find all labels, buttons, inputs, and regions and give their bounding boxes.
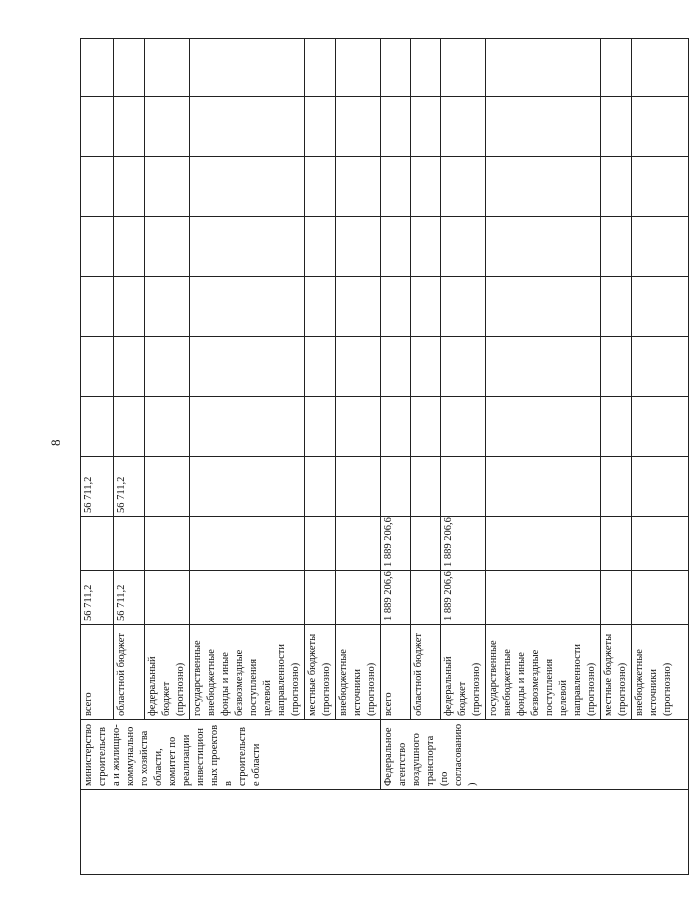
value-cell [336,571,381,625]
value-cell [336,157,381,217]
value-cell [305,217,336,277]
value-cell [336,277,381,337]
source-cell: внебюджетные источники (прогнозно) [632,625,689,720]
source-cell: федеральный бюджет (прогнозно) [145,625,190,720]
value-cell [190,97,305,157]
value-cell [411,337,441,397]
value-cell [114,337,145,397]
value-cell [411,517,441,571]
value-cell [601,39,632,97]
value-cell [114,277,145,337]
source-cell: местные бюджеты (прогнозно) [601,625,632,720]
value-cell [601,277,632,337]
value-cell [145,277,190,337]
value-cell [190,337,305,397]
value-cell [486,571,601,625]
value-cell [336,217,381,277]
value-cell [411,217,441,277]
table-cell [81,790,689,875]
value-cell [486,397,601,457]
value-cell [305,457,336,517]
value-cell [145,97,190,157]
value-cell [305,277,336,337]
value-cell [381,39,411,97]
table-row [81,39,114,875]
value-cell [381,97,411,157]
value-cell [441,217,486,277]
value-cell [486,97,601,157]
value-cell [381,277,411,337]
value-cell [81,517,114,571]
value-cell [632,39,689,97]
source-cell: федеральный бюджет (прогнозно) [441,625,486,720]
value-cell [486,39,601,97]
value-cell [441,97,486,157]
value-cell [190,397,305,457]
value-cell [81,39,114,97]
value-cell [486,337,601,397]
value-cell [632,277,689,337]
value-cell [486,517,601,571]
value-cell [601,517,632,571]
executor-cell: министерство строительства и жилищно-коммунального хозяйства области, комитет по реализации инвестиционных проектов в строительстве области [81,720,381,790]
value-cell [190,39,305,97]
source-cell: областной бюджет [114,625,145,720]
value-cell [632,157,689,217]
value-cell [411,157,441,217]
value-cell [411,397,441,457]
value-cell [441,397,486,457]
source-cell: государственные внебюджетные фонды и иные безвозмездные поступления целевой направленности (прогнозно) [486,625,601,720]
value-cell [632,337,689,397]
value-cell [81,337,114,397]
value-cell [145,337,190,397]
source-cell: всего [381,625,411,720]
value-cell [145,517,190,571]
table-row [381,39,411,875]
value-cell [411,457,441,517]
value-cell [81,397,114,457]
source-cell: всего [81,625,114,720]
value-cell: 1 889 206,6 [381,517,411,571]
value-cell [145,157,190,217]
executor-cell: Федеральное агентство воздушного транспорта (по согласованию) [381,720,689,790]
value-cell [381,337,411,397]
value-cell [632,97,689,157]
source-cell: местные бюджеты (прогнозно) [305,625,336,720]
value-cell [145,39,190,97]
value-cell [190,571,305,625]
value-cell [305,337,336,397]
value-cell [486,157,601,217]
value-cell [601,217,632,277]
value-cell [305,397,336,457]
value-cell [81,217,114,277]
value-cell: 1 889 206,6 [381,571,411,625]
value-cell [411,97,441,157]
value-cell [441,337,486,397]
value-cell [411,571,441,625]
value-cell: 1 889 206,6 [441,571,486,625]
value-cell [601,337,632,397]
value-cell [190,457,305,517]
value-cell: 56 711,2 [81,457,114,517]
value-cell [305,571,336,625]
value-cell [632,571,689,625]
source-cell: внебюджетные источники (прогнозно) [336,625,381,720]
value-cell [145,571,190,625]
value-cell [601,97,632,157]
value-cell [305,517,336,571]
value-cell [81,97,114,157]
value-cell [601,457,632,517]
value-cell [441,277,486,337]
value-cell [305,97,336,157]
value-cell [145,397,190,457]
value-cell [601,397,632,457]
value-cell [441,39,486,97]
source-cell: областной бюджет [411,625,441,720]
funding-table [80,38,689,875]
value-cell [114,217,145,277]
value-cell [632,397,689,457]
value-cell [114,157,145,217]
value-cell [381,157,411,217]
value-cell [190,517,305,571]
value-cell [114,517,145,571]
value-cell [114,397,145,457]
page-number: 8 [48,439,63,446]
value-cell [486,457,601,517]
value-cell [601,571,632,625]
value-cell [381,217,411,277]
value-cell [336,457,381,517]
value-cell [114,39,145,97]
value-cell [601,157,632,217]
value-cell [441,157,486,217]
value-cell [381,457,411,517]
value-cell [411,277,441,337]
value-cell [145,457,190,517]
value-cell: 56 711,2 [81,571,114,625]
value-cell [632,517,689,571]
source-cell: государственные внебюджетные фонды и иные безвозмездные поступления целевой направленности (прогнозно) [190,625,305,720]
value-cell [632,217,689,277]
value-cell [336,97,381,157]
rotated-table-container [80,39,673,875]
value-cell [486,217,601,277]
value-cell [336,337,381,397]
value-cell [190,277,305,337]
value-cell [305,157,336,217]
value-cell [81,157,114,217]
value-cell [486,277,601,337]
value-cell [381,397,411,457]
value-cell [336,39,381,97]
value-cell [190,157,305,217]
value-cell [190,217,305,277]
value-cell [336,517,381,571]
value-cell [114,97,145,157]
value-cell [305,39,336,97]
value-cell: 1 889 206,6 [441,517,486,571]
value-cell: 56 711,2 [114,457,145,517]
value-cell [441,457,486,517]
value-cell [632,457,689,517]
value-cell [145,217,190,277]
value-cell [336,397,381,457]
value-cell [411,39,441,97]
value-cell: 56 711,2 [114,571,145,625]
value-cell [81,277,114,337]
